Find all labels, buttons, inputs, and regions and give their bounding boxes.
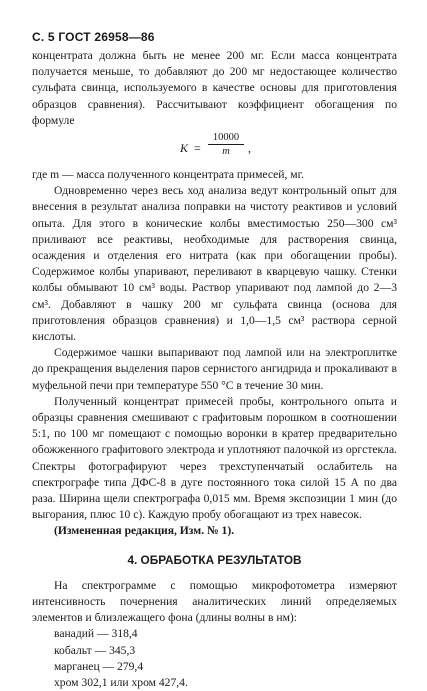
paragraph-evaporation: Содержимое чашки выпаривают под лампой или на электроплитке до прекращения выделения паров сернистого ангидрида и прокаливают в муфельной печи при температуре 550 °С в течение 30 мин. — [32, 346, 397, 392]
wavelength-chromium: хром 302,1 или хром 427,4. — [54, 675, 188, 689]
wavelength-manganese: марганец — 279,4 — [54, 659, 144, 673]
wavelength-cobalt: кобальт — 345,3 — [54, 643, 136, 657]
formula-numerator: 10000 — [208, 131, 244, 145]
formula-denominator: m — [222, 146, 230, 158]
paragraph-control-test: Одновременно через весь ход анализа ведут контрольный опыт для внесения в результат анализа поправки на чистоту реактивов и условий опыта. Для этого в конические колбы вместимостью 250—300 см³ приливают все реактивы, необходимые для растворения свинца, осаждения и отделения его нитрата (как при обогащении пробы). Содержимое колбы упаривают, переливают в кварцевую чашку. Стенки колбы обмывают 10 см³ воды. Раствор упаривают под лампой до 2—3 см³. Добавляют в чашку 200 мг сульфата свинца (основа для приготовления образцов сравнения) и 1,0—1,5 см³ раствора серной кислоты. — [32, 184, 397, 344]
paragraph-concentrate-mass: концентрата должна быть не менее 200 мг. Если масса концентрата получается меньше, то добавляют до 200 мг недостающее количество сульфата свинца, используемого в качестве основы для приготовления образцов сравнения). Рассчитывают коэффициент обогащения по формуле — [32, 49, 397, 127]
paragraph-where-m: где m — масса полученного концентрата примесей, мг. — [32, 168, 304, 182]
page-header: С. 5 ГОСТ 26958—86 — [32, 30, 155, 44]
formula-comma: , — [248, 141, 251, 156]
formula-fraction — [208, 131, 244, 159]
paragraph-spectra: Полученный концентрат примесей пробы, контрольного опыта и образцы сравнения смешивают с графитовым порошком в соотношении 5:1, по 100 мг помещают с помощью воронки в кратер предварительно обожженного графитового электрода и уплотняют палочкой из оргстекла. Спектры фотографируют через трехступенчатый ослабитель на спектрографе типа ДФС-8 в дуге постоянного тока силой 15 А по два раза. Ширина щели спектрографа 0,015 мм. Время экспозиции 1 мин (до выгорания, плюс 10 с). Каждую пробу обогащают из трех навесок. — [32, 394, 397, 522]
section-title: 4. ОБРАБОТКА РЕЗУЛЬТАТОВ — [127, 552, 302, 567]
wavelength-vanadium: ванадий — 318,4 — [54, 627, 138, 641]
formula-equals: = — [194, 141, 201, 156]
paragraph-spectrogram: На спектрограмме с помощью микрофотометра измеряют интенсивность почернения аналитических линий определяемых элементов и близлежащего фона (длины волны в нм): — [32, 578, 397, 625]
wavelength-list — [32, 626, 397, 691]
amendment-note: (Измененная редакция, Изм. № 1). — [54, 524, 235, 538]
formula-lhs: K — [180, 141, 189, 156]
document-body — [32, 48, 397, 691]
enrichment-formula — [32, 131, 397, 167]
